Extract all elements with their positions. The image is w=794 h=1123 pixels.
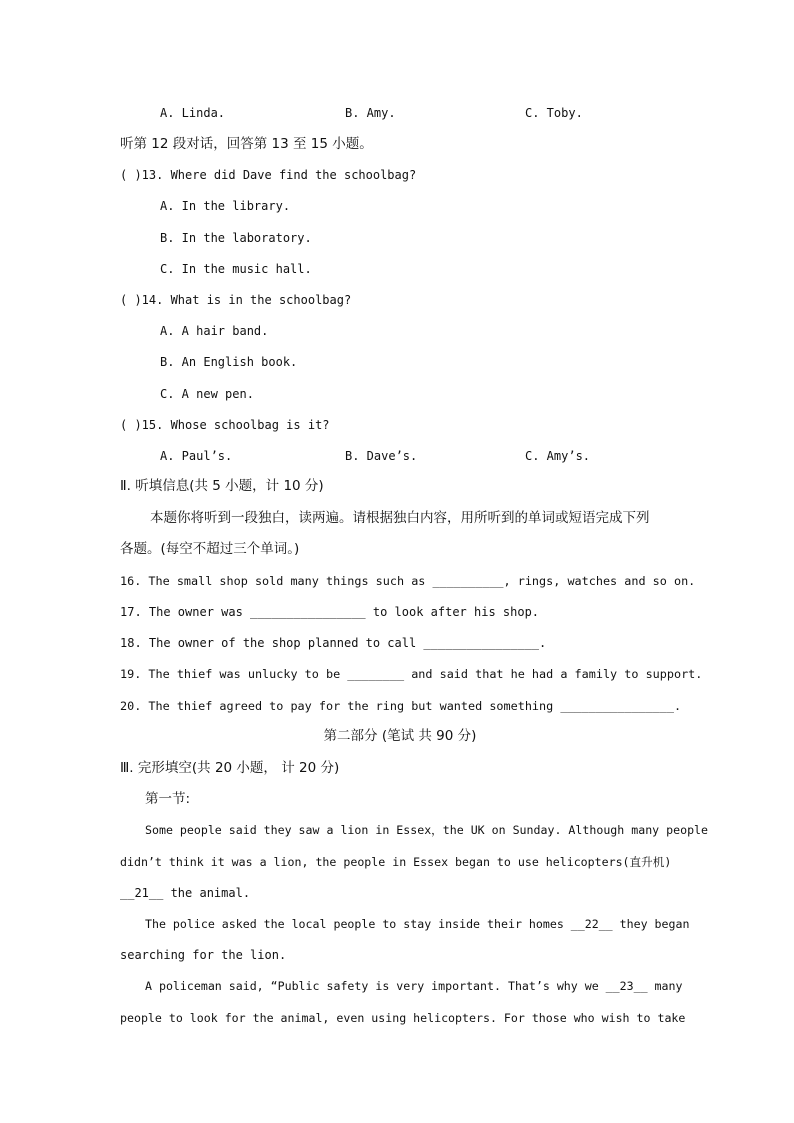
q12-option-c: C. Toby. [525, 106, 583, 120]
passage-p2-line2: searching for the lion. [120, 948, 287, 962]
q13-option-c: C. In the music hall. [160, 262, 312, 276]
q13-option-b: B. In the laboratory. [160, 231, 312, 245]
passage-p3-line2: people to look for the animal, even using helicopters. For those who wish to take [120, 1011, 686, 1025]
q12-option-b: B. Amy. [345, 106, 396, 120]
part3-heading: Ⅲ. 完形填空(共 20 小题， 计 20 分) [120, 760, 340, 776]
q15-option-b: B. Dave’s. [345, 449, 418, 463]
fill-item-16: 16. The small shop sold many things such as __________, rings, watches and so on. [120, 574, 696, 588]
fill-item-18: 18. The owner of the shop planned to call ________________. [120, 636, 547, 650]
passage-p1-line3: __21__ the animal. [120, 886, 251, 900]
q15-options [160, 446, 720, 466]
passage-p3-line1: A policeman said, “Public safety is very important. That’s why we __23__ many [145, 979, 683, 993]
q12-options [160, 103, 720, 123]
passage-p1-line1: Some people said they saw a lion in Essex，the UK on Sunday. Although many people [145, 823, 709, 837]
part2-instruction-line2: 各题。(每空不超过三个单词。) [120, 541, 300, 557]
written-part-heading: 第二部分 (笔试 共 90 分) [323, 728, 477, 744]
q14-option-c: C. A new pen. [160, 387, 254, 401]
q12-option-a: A. Linda. [160, 106, 226, 120]
passage-p2-line1: The police asked the local people to stay inside their homes __22__ they began [145, 917, 690, 931]
fill-item-20: 20. The thief agreed to pay for the ring but wanted something ________________. [120, 699, 682, 713]
q14-stem: ( )14. What is in the schoolbag? [120, 293, 352, 307]
passage-p1-line2: didn’t think it was a lion, the people in Essex began to use helicopters(直升机) [120, 855, 672, 869]
part2-instruction-line1: 本题你将听到一段独白，读两遍。请根据独白内容，用所听到的单词或短语完成下列 [150, 510, 650, 526]
q14-option-a: A. A hair band. [160, 324, 269, 338]
q13-stem: ( )13. Where did Dave find the schoolbag? [120, 168, 417, 182]
q15-stem: ( )15. Whose schoolbag is it? [120, 418, 330, 432]
q15-option-c: C. Amy’s. [525, 449, 591, 463]
part2-heading: Ⅱ. 听填信息(共 5 小题，计 10 分) [120, 478, 324, 494]
q13-option-a: A. In the library. [160, 199, 291, 213]
q15-option-a: A. Paul’s. [160, 449, 233, 463]
section-intro-12: 听第 12 段对话，回答第 13 至 15 小题。 [120, 136, 373, 152]
part3-subsection: 第一节: [145, 791, 191, 807]
q14-option-b: B. An English book. [160, 355, 298, 369]
fill-item-19: 19. The thief was unlucky to be ________ and said that he had a family to support. [120, 667, 703, 681]
fill-item-17: 17. The owner was ________________ to look after his shop. [120, 605, 540, 619]
